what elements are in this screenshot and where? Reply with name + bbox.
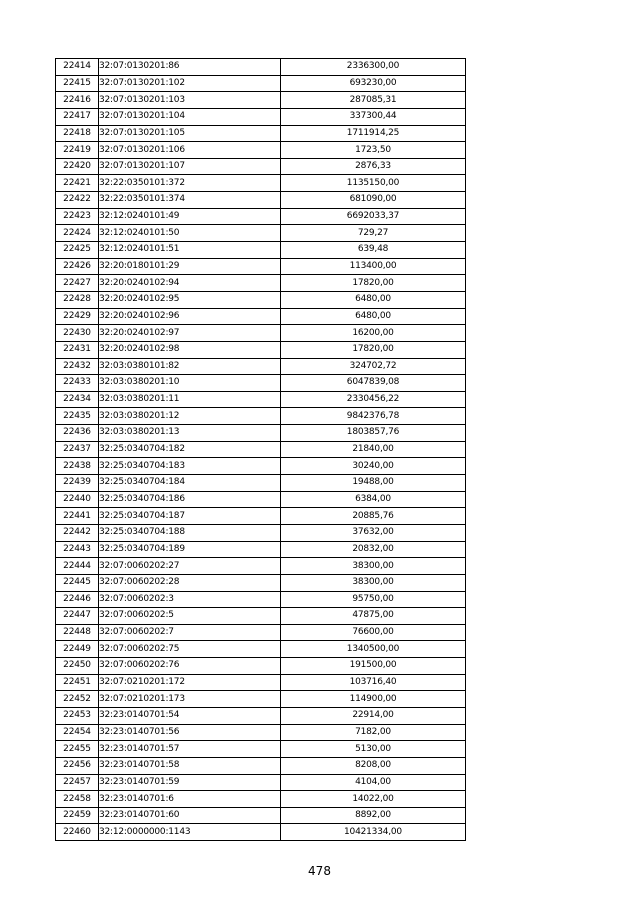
cadastral-number-cell: 32:25:0340704:182: [99, 441, 281, 458]
cadastral-number-cell: 32:23:0140701:57: [99, 741, 281, 758]
cadastral-number-cell: 32:23:0140701:60: [99, 807, 281, 824]
cadastral-number-cell: 32:20:0240102:98: [99, 341, 281, 358]
row-number-cell: 22437: [56, 441, 99, 458]
row-number-cell: 22449: [56, 641, 99, 658]
cadastral-number-cell: 32:03:0380201:10: [99, 375, 281, 392]
table-row: [56, 108, 466, 125]
cadastral-number-cell: 32:07:0210201:172: [99, 674, 281, 691]
row-number-cell: 22438: [56, 458, 99, 475]
row-number-cell: 22446: [56, 591, 99, 608]
row-number-cell: 22460: [56, 824, 99, 841]
cadastral-value-cell: 1340500,00: [281, 641, 466, 658]
cadastral-value-cell: 6384,00: [281, 491, 466, 508]
cadastral-value-cell: 191500,00: [281, 658, 466, 675]
row-number-cell: 22442: [56, 524, 99, 541]
cadastral-number-cell: 32:12:0240101:49: [99, 208, 281, 225]
cadastral-number-cell: 32:07:0060202:3: [99, 591, 281, 608]
cadastral-number-cell: 32:20:0240102:97: [99, 325, 281, 342]
cadastral-value-cell: 76600,00: [281, 624, 466, 641]
table-row: [56, 724, 466, 741]
cadastral-value-cell: 6692033,37: [281, 208, 466, 225]
cadastral-number-cell: 32:07:0130201:104: [99, 108, 281, 125]
cadastral-value-cell: 1135150,00: [281, 175, 466, 192]
cadastral-number-cell: 32:07:0060202:28: [99, 574, 281, 591]
row-number-cell: 22419: [56, 142, 99, 159]
table-row: [56, 475, 466, 492]
table-row: [56, 425, 466, 442]
row-number-cell: 22429: [56, 308, 99, 325]
row-number-cell: 22441: [56, 508, 99, 525]
cadastral-number-cell: 32:23:0140701:54: [99, 707, 281, 724]
row-number-cell: 22443: [56, 541, 99, 558]
table-row: [56, 458, 466, 475]
cadastral-number-cell: 32:03:0380101:82: [99, 358, 281, 375]
row-number-cell: 22425: [56, 242, 99, 259]
cadastral-number-cell: 32:23:0140701:58: [99, 757, 281, 774]
table-row: [56, 375, 466, 392]
cadastral-number-cell: 32:07:0060202:76: [99, 658, 281, 675]
row-number-cell: 22417: [56, 108, 99, 125]
cadastral-number-cell: 32:20:0240102:95: [99, 291, 281, 308]
table-row: [56, 658, 466, 675]
table-row: [56, 325, 466, 342]
table-row: [56, 258, 466, 275]
cadastral-number-cell: 32:07:0060202:75: [99, 641, 281, 658]
cadastral-number-cell: 32:20:0240102:96: [99, 308, 281, 325]
cadastral-value-cell: 38300,00: [281, 574, 466, 591]
table-row: [56, 308, 466, 325]
cadastral-number-cell: 32:03:0380201:11: [99, 391, 281, 408]
cadastral-number-cell: 32:25:0340704:189: [99, 541, 281, 558]
cadastral-value-cell: 639,48: [281, 242, 466, 259]
row-number-cell: 22430: [56, 325, 99, 342]
table-row: [56, 125, 466, 142]
cadastral-value-cell: 30240,00: [281, 458, 466, 475]
row-number-cell: 22455: [56, 741, 99, 758]
cadastral-value-cell: 17820,00: [281, 275, 466, 292]
cadastral-number-cell: 32:12:0000000:1143: [99, 824, 281, 841]
cadastral-number-cell: 32:25:0340704:183: [99, 458, 281, 475]
table-row: [56, 358, 466, 375]
cadastral-value-cell: 2876,33: [281, 158, 466, 175]
cadastral-value-cell: 19488,00: [281, 475, 466, 492]
cadastral-value-cell: 324702,72: [281, 358, 466, 375]
cadastral-number-cell: 32:12:0240101:51: [99, 242, 281, 259]
row-number-cell: 22423: [56, 208, 99, 225]
row-number-cell: 22431: [56, 341, 99, 358]
cadastral-number-cell: 32:25:0340704:188: [99, 524, 281, 541]
row-number-cell: 22456: [56, 757, 99, 774]
row-number-cell: 22434: [56, 391, 99, 408]
table-row: [56, 92, 466, 109]
cadastral-number-cell: 32:25:0340704:184: [99, 475, 281, 492]
table-row: [56, 558, 466, 575]
table-row: [56, 275, 466, 292]
cadastral-value-cell: 1803857,76: [281, 425, 466, 442]
cadastral-value-cell: 22914,00: [281, 707, 466, 724]
cadastral-value-cell: 38300,00: [281, 558, 466, 575]
cadastral-value-cell: 114900,00: [281, 691, 466, 708]
cadastral-value-cell: 1723,50: [281, 142, 466, 159]
row-number-cell: 22459: [56, 807, 99, 824]
cadastral-value-cell: 1711914,25: [281, 125, 466, 142]
cadastral-number-cell: 32:20:0240102:94: [99, 275, 281, 292]
row-number-cell: 22426: [56, 258, 99, 275]
row-number-cell: 22427: [56, 275, 99, 292]
cadastral-value-cell: 47875,00: [281, 608, 466, 625]
cadastral-value-cell: 6047839,08: [281, 375, 466, 392]
row-number-cell: 22445: [56, 574, 99, 591]
table-row: [56, 142, 466, 159]
table-row: [56, 75, 466, 92]
cadastral-number-cell: 32:23:0140701:56: [99, 724, 281, 741]
cadastral-value-cell: 17820,00: [281, 341, 466, 358]
row-number-cell: 22424: [56, 225, 99, 242]
row-number-cell: 22452: [56, 691, 99, 708]
cadastral-number-cell: 32:12:0240101:50: [99, 225, 281, 242]
table-row: [56, 192, 466, 209]
row-number-cell: 22435: [56, 408, 99, 425]
cadastral-value-table: [55, 58, 466, 841]
row-number-cell: 22453: [56, 707, 99, 724]
cadastral-value-cell: 7182,00: [281, 724, 466, 741]
row-number-cell: 22428: [56, 291, 99, 308]
row-number-cell: 22454: [56, 724, 99, 741]
table-row: [56, 225, 466, 242]
row-number-cell: 22433: [56, 375, 99, 392]
table-row: [56, 208, 466, 225]
table-row: [56, 508, 466, 525]
table-row: [56, 624, 466, 641]
table-row: [56, 824, 466, 841]
cadastral-value-cell: 729,27: [281, 225, 466, 242]
row-number-cell: 22451: [56, 674, 99, 691]
table-row: [56, 341, 466, 358]
row-number-cell: 22448: [56, 624, 99, 641]
cadastral-value-cell: 2336300,00: [281, 59, 466, 76]
cadastral-value-cell: 103716,40: [281, 674, 466, 691]
table-row: [56, 441, 466, 458]
cadastral-value-cell: 4104,00: [281, 774, 466, 791]
row-number-cell: 22432: [56, 358, 99, 375]
table-row: [56, 574, 466, 591]
row-number-cell: 22414: [56, 59, 99, 76]
row-number-cell: 22420: [56, 158, 99, 175]
table-row: [56, 291, 466, 308]
row-number-cell: 22444: [56, 558, 99, 575]
cadastral-number-cell: 32:07:0130201:106: [99, 142, 281, 159]
cadastral-number-cell: 32:07:0130201:86: [99, 59, 281, 76]
cadastral-value-cell: 8892,00: [281, 807, 466, 824]
table-row: [56, 707, 466, 724]
table-row: [56, 491, 466, 508]
table-row: [56, 591, 466, 608]
cadastral-number-cell: 32:23:0140701:6: [99, 791, 281, 808]
table-row: [56, 641, 466, 658]
cadastral-number-cell: 32:23:0140701:59: [99, 774, 281, 791]
cadastral-number-cell: 32:07:0130201:105: [99, 125, 281, 142]
cadastral-value-cell: 37632,00: [281, 524, 466, 541]
cadastral-number-cell: 32:07:0060202:7: [99, 624, 281, 641]
table-row: [56, 158, 466, 175]
table-row: [56, 774, 466, 791]
cadastral-value-cell: 21840,00: [281, 441, 466, 458]
table-row: [56, 608, 466, 625]
cadastral-number-cell: 32:22:0350101:372: [99, 175, 281, 192]
table-row: [56, 757, 466, 774]
cadastral-value-cell: 6480,00: [281, 308, 466, 325]
cadastral-value-cell: 8208,00: [281, 757, 466, 774]
row-number-cell: 22439: [56, 475, 99, 492]
row-number-cell: 22421: [56, 175, 99, 192]
row-number-cell: 22458: [56, 791, 99, 808]
table-row: [56, 741, 466, 758]
table-row: [56, 524, 466, 541]
cadastral-value-cell: 6480,00: [281, 291, 466, 308]
row-number-cell: 22422: [56, 192, 99, 209]
table-row: [56, 408, 466, 425]
table-row: [56, 242, 466, 259]
cadastral-value-cell: 337300,44: [281, 108, 466, 125]
table-row: [56, 391, 466, 408]
cadastral-value-cell: 113400,00: [281, 258, 466, 275]
cadastral-number-cell: 32:07:0060202:5: [99, 608, 281, 625]
table-row: [56, 674, 466, 691]
cadastral-value-cell: 20832,00: [281, 541, 466, 558]
row-number-cell: 22416: [56, 92, 99, 109]
cadastral-number-cell: 32:20:0180101:29: [99, 258, 281, 275]
cadastral-value-cell: 95750,00: [281, 591, 466, 608]
table-row: [56, 807, 466, 824]
cadastral-value-cell: 14022,00: [281, 791, 466, 808]
row-number-cell: 22440: [56, 491, 99, 508]
row-number-cell: 22418: [56, 125, 99, 142]
cadastral-number-cell: 32:25:0340704:187: [99, 508, 281, 525]
cadastral-value-cell: 693230,00: [281, 75, 466, 92]
cadastral-value-cell: 5130,00: [281, 741, 466, 758]
table-row: [56, 791, 466, 808]
cadastral-number-cell: 32:25:0340704:186: [99, 491, 281, 508]
table-row: [56, 541, 466, 558]
cadastral-value-cell: 20885,76: [281, 508, 466, 525]
cadastral-number-cell: 32:07:0130201:107: [99, 158, 281, 175]
cadastral-number-cell: 32:07:0130201:102: [99, 75, 281, 92]
cadastral-number-cell: 32:22:0350101:374: [99, 192, 281, 209]
cadastral-number-cell: 32:03:0380201:12: [99, 408, 281, 425]
cadastral-number-cell: 32:07:0130201:103: [99, 92, 281, 109]
cadastral-value-cell: 2330456,22: [281, 391, 466, 408]
cadastral-value-cell: 10421334,00: [281, 824, 466, 841]
row-number-cell: 22415: [56, 75, 99, 92]
page-number: 478: [308, 864, 331, 878]
cadastral-value-cell: 16200,00: [281, 325, 466, 342]
cadastral-number-cell: 32:07:0060202:27: [99, 558, 281, 575]
cadastral-number-cell: 32:07:0210201:173: [99, 691, 281, 708]
row-number-cell: 22450: [56, 658, 99, 675]
row-number-cell: 22436: [56, 425, 99, 442]
cadastral-number-cell: 32:03:0380201:13: [99, 425, 281, 442]
cadastral-value-cell: 681090,00: [281, 192, 466, 209]
cadastral-value-cell: 9842376,78: [281, 408, 466, 425]
row-number-cell: 22457: [56, 774, 99, 791]
cadastral-value-cell: 287085,31: [281, 92, 466, 109]
table-row: [56, 691, 466, 708]
table-row: [56, 59, 466, 76]
table-body: [56, 59, 466, 841]
row-number-cell: 22447: [56, 608, 99, 625]
table-row: [56, 175, 466, 192]
